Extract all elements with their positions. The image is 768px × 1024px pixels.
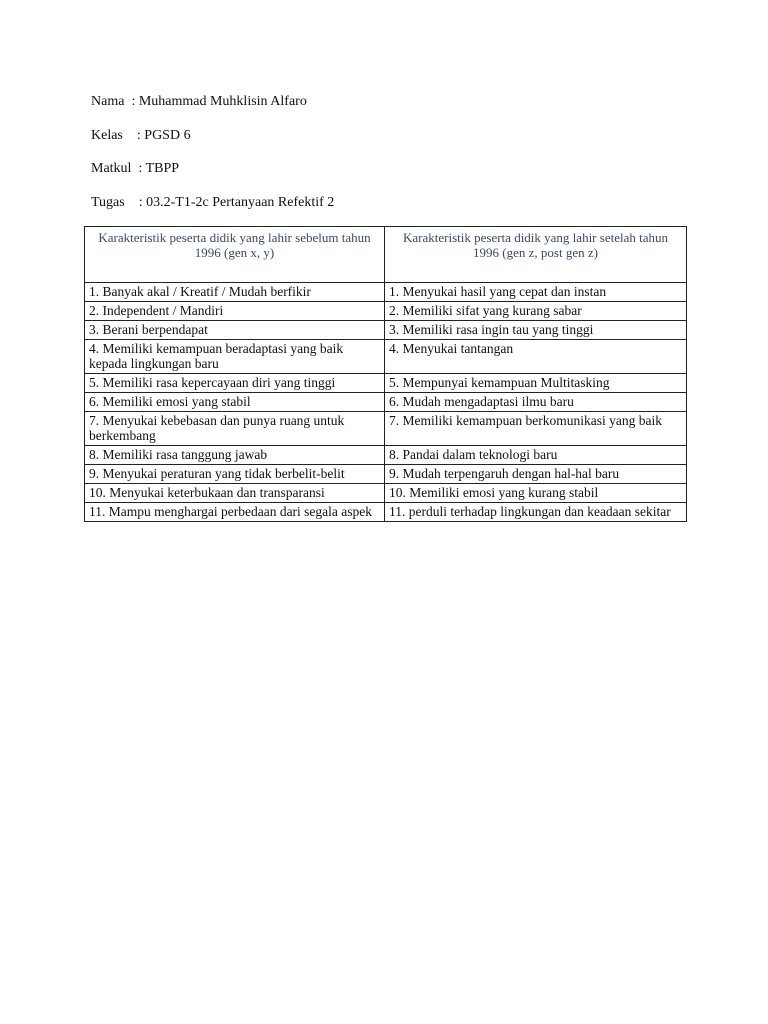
table-row xyxy=(85,465,687,484)
gen-xy-cell: 6. Memiliki emosi yang stabil xyxy=(85,393,385,412)
table-row xyxy=(85,374,687,393)
table-row xyxy=(85,446,687,465)
matkul-value: : TBPP xyxy=(138,161,180,176)
matkul-line xyxy=(91,161,179,177)
kelas-label: Kelas xyxy=(91,128,137,143)
tugas-label: Tugas xyxy=(91,195,139,210)
table-row xyxy=(85,321,687,340)
table-row xyxy=(85,283,687,302)
gen-xy-cell: 9. Menyukai peraturan yang tidak berbelit-belit xyxy=(85,465,385,484)
gen-z-cell: 5. Mempunyai kemampuan Multitasking xyxy=(385,374,687,393)
gen-xy-cell: 11. Mampu menghargai perbedaan dari segala aspek xyxy=(85,503,385,522)
table-row xyxy=(85,484,687,503)
nama-line xyxy=(91,94,307,110)
gen-xy-cell: 5. Memiliki rasa kepercayaan diri yang tinggi xyxy=(85,374,385,393)
gen-xy-cell: 7. Menyukai kebebasan dan punya ruang untuk berkembang xyxy=(85,412,385,446)
table-row xyxy=(85,393,687,412)
table-row xyxy=(85,503,687,522)
tugas-value: : 03.2-T1-2c Pertanyaan Refektif 2 xyxy=(138,195,335,210)
gen-z-cell: 3. Memiliki rasa ingin tau yang tinggi xyxy=(385,321,687,340)
gen-z-cell: 7. Memiliki kemampuan berkomunikasi yang baik xyxy=(385,412,687,446)
col2-header: Karakteristik peserta didik yang lahir setelah tahun 1996 (gen z, post gen z) xyxy=(385,227,687,283)
gen-z-cell: 6. Mudah mengadaptasi ilmu baru xyxy=(385,393,687,412)
gen-xy-cell: 2. Independent / Mandiri xyxy=(85,302,385,321)
gen-xy-cell: 3. Berani berpendapat xyxy=(85,321,385,340)
gen-z-cell: 8. Pandai dalam teknologi baru xyxy=(385,446,687,465)
table-row xyxy=(85,340,687,374)
table-header-row xyxy=(85,227,687,283)
gen-xy-cell: 4. Memiliki kemampuan beradaptasi yang baik kepada lingkungan baru xyxy=(85,340,385,374)
table-row xyxy=(85,412,687,446)
gen-xy-cell: 10. Menyukai keterbukaan dan transparansi xyxy=(85,484,385,503)
kelas-value: : PGSD 6 xyxy=(136,128,191,143)
gen-z-cell: 2. Memiliki sifat yang kurang sabar xyxy=(385,302,687,321)
kelas-line xyxy=(91,128,191,144)
col1-header: Karakteristik peserta didik yang lahir sebelum tahun 1996 (gen x, y) xyxy=(85,227,385,283)
gen-z-cell: 11. perduli terhadap lingkungan dan keadaan sekitar xyxy=(385,503,687,522)
nama-value: : Muhammad Muhklisin Alfaro xyxy=(131,94,307,109)
gen-z-cell: 9. Mudah terpengaruh dengan hal-hal baru xyxy=(385,465,687,484)
gen-z-cell: 10. Memiliki emosi yang kurang stabil xyxy=(385,484,687,503)
table-row xyxy=(85,302,687,321)
nama-label: Nama xyxy=(91,94,132,109)
gen-xy-cell: 8. Memiliki rasa tanggung jawab xyxy=(85,446,385,465)
gen-z-cell: 4. Menyukai tantangan xyxy=(385,340,687,374)
characteristics-table xyxy=(84,226,687,522)
gen-xy-cell: 1. Banyak akal / Kreatif / Mudah berfikir xyxy=(85,283,385,302)
tugas-line xyxy=(91,195,334,211)
matkul-label: Matkul xyxy=(91,161,139,176)
gen-z-cell: 1. Menyukai hasil yang cepat dan instan xyxy=(385,283,687,302)
